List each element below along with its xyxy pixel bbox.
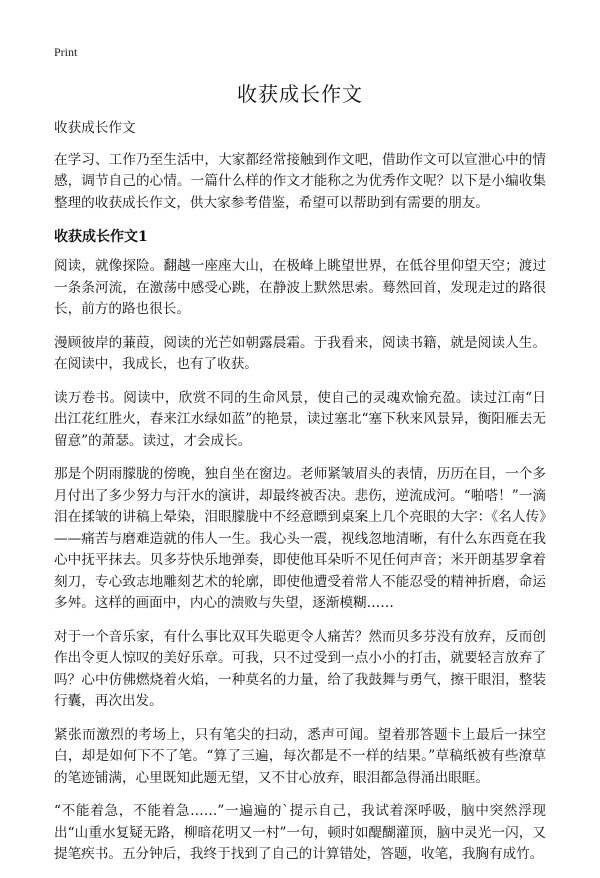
paragraph: 那是个阴雨朦胧的傍晚，独自坐在窗边。老师紧皱眉头的表情，历历在目，一个多月付出了多少努力与汗水的演讲，却最终被否决。悲伤，逆流成河。“啪嗒！”一滴泪在揉皱的讲稿上晕染，泪眼朦胧中不经意瞟到桌案上几个亮眼的大字：《名人传》——痛苦与磨难造就的伟人一生。我心头一震，视线忽地清晰，有什么东西竟在我心中抚平抹去。贝多芬快乐地弹奏，即使他耳朵听不见任何声音；米开朗基罗拿着刻刀，专心致志地雕刻艺术的轮廓，即使他遭受着常人不能忍受的精神折磨，命运多舛。这样的画面中，内心的溃败与失望，逐渐模糊…… <box>54 466 546 611</box>
article-body <box>54 118 546 878</box>
paragraph: 紧张而激烈的考场上，只有笔尖的扫动，悉声可闻。望着那答题卡上最后一抹空白，却是如何下不了笔。“算了三遍，每次都是不一样的结果。”草稿纸被有些潦草的笔迹铺满，心里既知此题无望，又不甘心放弃，眼泪都急得涌出眼眶。 <box>54 726 546 786</box>
paragraph: 阅读，就像探险。翻越一座座大山，在极峰上眺望世界，在低谷里仰望天空；渡过一条条河流，在激荡中感受心跳，在静波上默然思索。蓦然回首，发现走过的路很长，前方的路也很长。 <box>54 258 546 317</box>
paragraph: “不能着急，不能着急……”一遍遍的`提示自己，我试着深呼吸，脑中突然浮现出“山重水复疑无路，柳暗花明又一村”一句，顿时如醍醐灌顶，脑中灵光一闪，又提笔疾书。五分钟后，我终于找到了自己的计算错处，答题，收笔，我胸有成竹。 <box>54 803 546 862</box>
paragraph: 对于一个音乐家，有什么事比双耳失聪更令人痛苦？然而贝多芬没有放弃，反而创作出令更人惊叹的美好乐章。可我，只不过受到一点小小的打击，就要轻言放弃了吗？心中仿佛燃烧着火焰，一种莫名的力量，给了我鼓舞与勇气，擦干眼泪，整装行囊，再次出发。 <box>54 628 546 709</box>
intro-paragraph: 在学习、工作乃至生活中，大家都经常接触到作文吧，借助作文可以宣泄心中的情感，调节自己的心情。一篇什么样的作文才能称之为优秀作文呢？以下是小编收集整理的收获成长作文，供大家参考借鉴，希望可以帮助到有需要的朋友。 <box>54 151 546 211</box>
article-subtitle: 收获成长作文 <box>54 120 136 136</box>
page-title: 收获成长作文 <box>237 82 363 106</box>
print-link[interactable]: Print <box>54 45 78 59</box>
section-heading: 收获成长作文1 <box>54 229 148 245</box>
paragraph: 漫顾彼岸的蒹葭，阅读的光芒如朝露晨霜。于我看来，阅读书籍，就是阅读人生。在阅读中，我成长，也有了收获。 <box>54 334 546 372</box>
paragraph: 读万卷书。阅读中，欣赏不同的生命风景，使自己的灵魂欢愉充盈。读过江南“日出江花红胜火，春来江水绿如蓝”的艳景，读过塞北“塞下秋来风景异，衡阳雁去无留意”的萧瑟。读过，才会成长。 <box>54 389 546 449</box>
